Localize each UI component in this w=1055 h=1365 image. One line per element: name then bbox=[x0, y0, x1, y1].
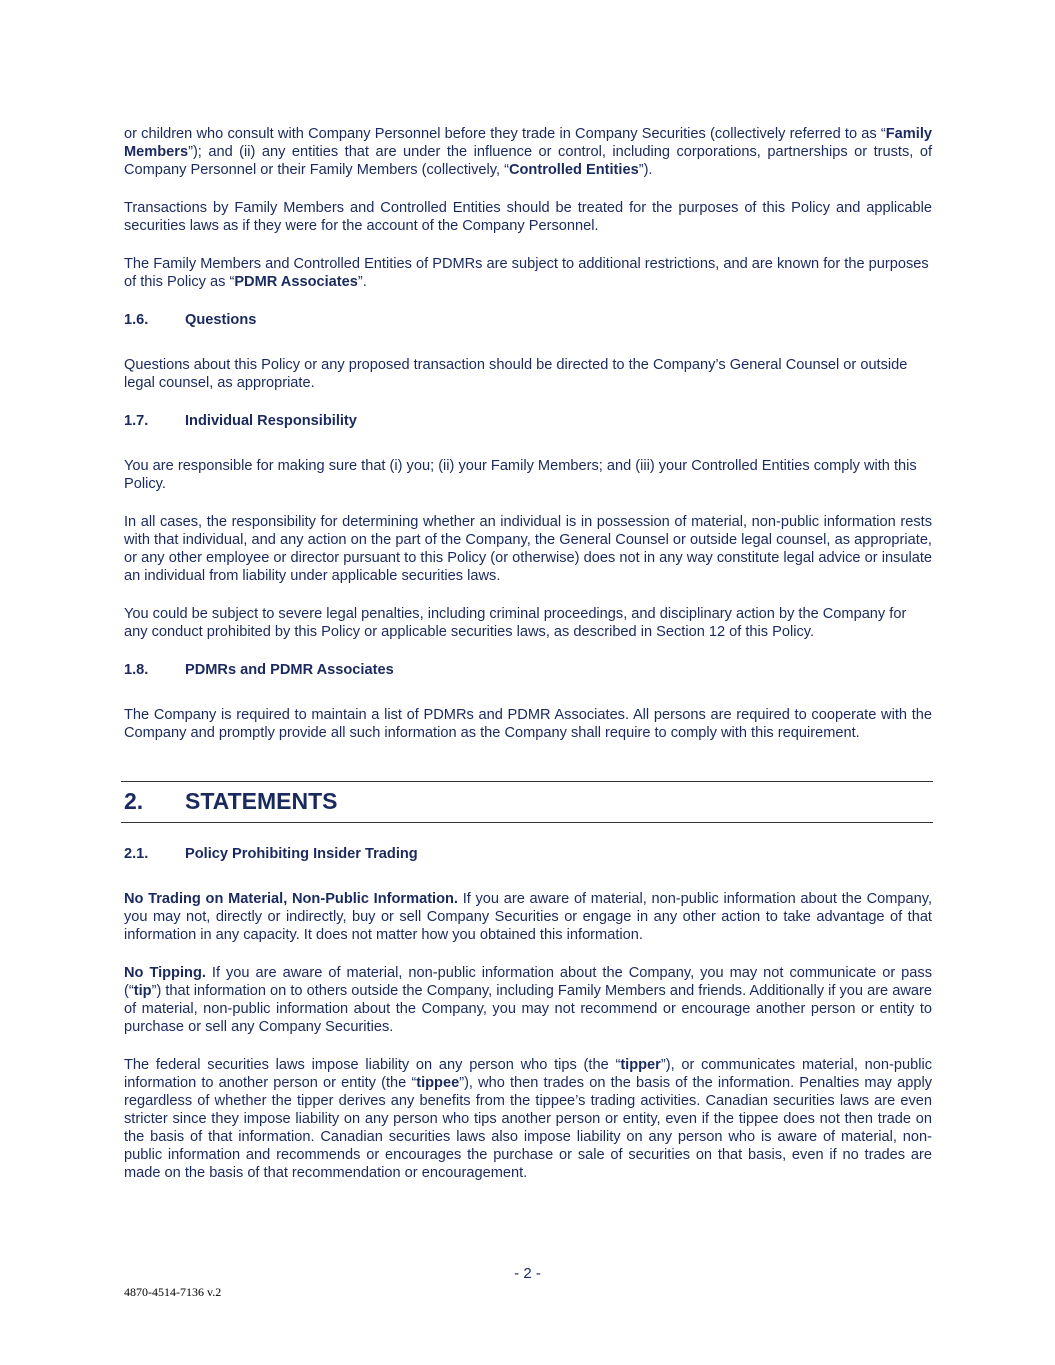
subheading-questions bbox=[124, 311, 932, 329]
paragraph-transactions: Transactions by Family Members and Controlled Entities should be treated for the purposes of this Policy and applicable securities laws as if they were for the account of the Company Personnel. bbox=[124, 200, 932, 234]
section-title: STATEMENTS bbox=[185, 788, 338, 814]
document-id: 4870-4514-7136 v.2 bbox=[124, 1285, 222, 1299]
paragraph-questions: Questions about this Policy or any proposed transaction should be directed to the Company’s General Counsel or outside legal counsel, as appropriate. bbox=[124, 357, 908, 391]
document-body bbox=[124, 125, 932, 742]
paragraph-no-trading: No Trading on Material, Non-Public Information. If you are aware of material, non-public information about the Company, you may not, directly or indirectly, buy or sell Company Securities or engage in any other action to take advantage of that information in any capacity. It does not matter how you obtained this information. bbox=[124, 891, 933, 943]
paragraph-penalties: You could be subject to severe legal penalties, including criminal proceedings, and disciplinary action by the Company for any conduct prohibited by this Policy or applicable securities laws, as described in Section 12 of this Policy. bbox=[124, 606, 907, 640]
subheading-number: 1.8. bbox=[124, 662, 149, 678]
section-heading-statements bbox=[121, 781, 933, 823]
paragraph-determination: In all cases, the responsibility for determining whether an individual is in possession of material, non-public information rests with that individual, and any action on the part of the Company, the General Counsel or outside legal counsel, as appropriate, or any other employee or director pursuant to this Policy (or otherwise) does not in any way constitute legal advice or insulate an individual from liability under applicable securities laws. bbox=[124, 514, 932, 584]
paragraph-pdmr-associates: The Family Members and Controlled Entities of PDMRs are subject to additional restrictions, and are known for the purposes of this Policy as “PDMR Associates”. bbox=[124, 256, 929, 290]
page-number: - 2 - bbox=[514, 1265, 541, 1282]
document-body-section-2 bbox=[124, 845, 932, 1182]
paragraph-responsibility: You are responsible for making sure that (i) you; (ii) your Family Members; and (iii) your Controlled Entities comply with this Policy. bbox=[124, 458, 917, 492]
subheading-title: Policy Prohibiting Insider Trading bbox=[185, 846, 418, 862]
subheading-title: PDMRs and PDMR Associates bbox=[185, 662, 394, 678]
subheading-number: 1.6. bbox=[124, 312, 149, 328]
paragraph-pdmr-list: The Company is required to maintain a list of PDMRs and PDMR Associates. All persons are required to cooperate with the Company and promptly provide all such information as the Company shall require to comply with this requirement. bbox=[124, 707, 932, 741]
subheading-number: 1.7. bbox=[124, 413, 149, 429]
subheading-pdmrs bbox=[124, 661, 932, 679]
subheading-number: 2.1. bbox=[124, 846, 149, 862]
section-number: 2. bbox=[124, 788, 144, 814]
paragraph-no-tipping: No Tipping. If you are aware of material, non-public information about the Company, you may not communicate or pass (“tip”) that information on to others outside the Company, including Family Members and friends. Additionally if you are aware of material, non-public information about the Company, you may not recommend or encourage another person or entity to purchase or sell any Company Securities. bbox=[124, 965, 933, 1035]
subheading-title: Questions bbox=[185, 312, 257, 328]
paragraph-tipper-liability: The federal securities laws impose liability on any person who tips (the “tipper”), or communicates material, non-public information to another person or entity (the “tippee”), who then trades on the basis of the information. Penalties may apply regardless of whether the tipper derives any benefits from the tippee’s trading activities. Canadian securities laws are even stricter since they impose liability on any person who tips another person or entity, even if the tippee does not then trade on the basis of that information. Canadian securities laws also impose liability on any person who is aware of material, non-public information and recommends or encourages the purchase or sale of securities on that basis, even if no trades are made on the basis of that recommendation or encouragement. bbox=[124, 1057, 932, 1181]
subheading-title: Individual Responsibility bbox=[185, 413, 357, 429]
subheading-individual-responsibility bbox=[124, 412, 932, 430]
paragraph-family-members: or children who consult with Company Personnel before they trade in Company Securities (collectively referred to as “Family Members”); and (ii) any entities that are under the influence or control, including corporations, partnerships or trusts, of Company Personnel or their Family Members (collectively, “Controlled Entities”). bbox=[124, 126, 932, 178]
subheading-insider-trading bbox=[124, 845, 932, 863]
